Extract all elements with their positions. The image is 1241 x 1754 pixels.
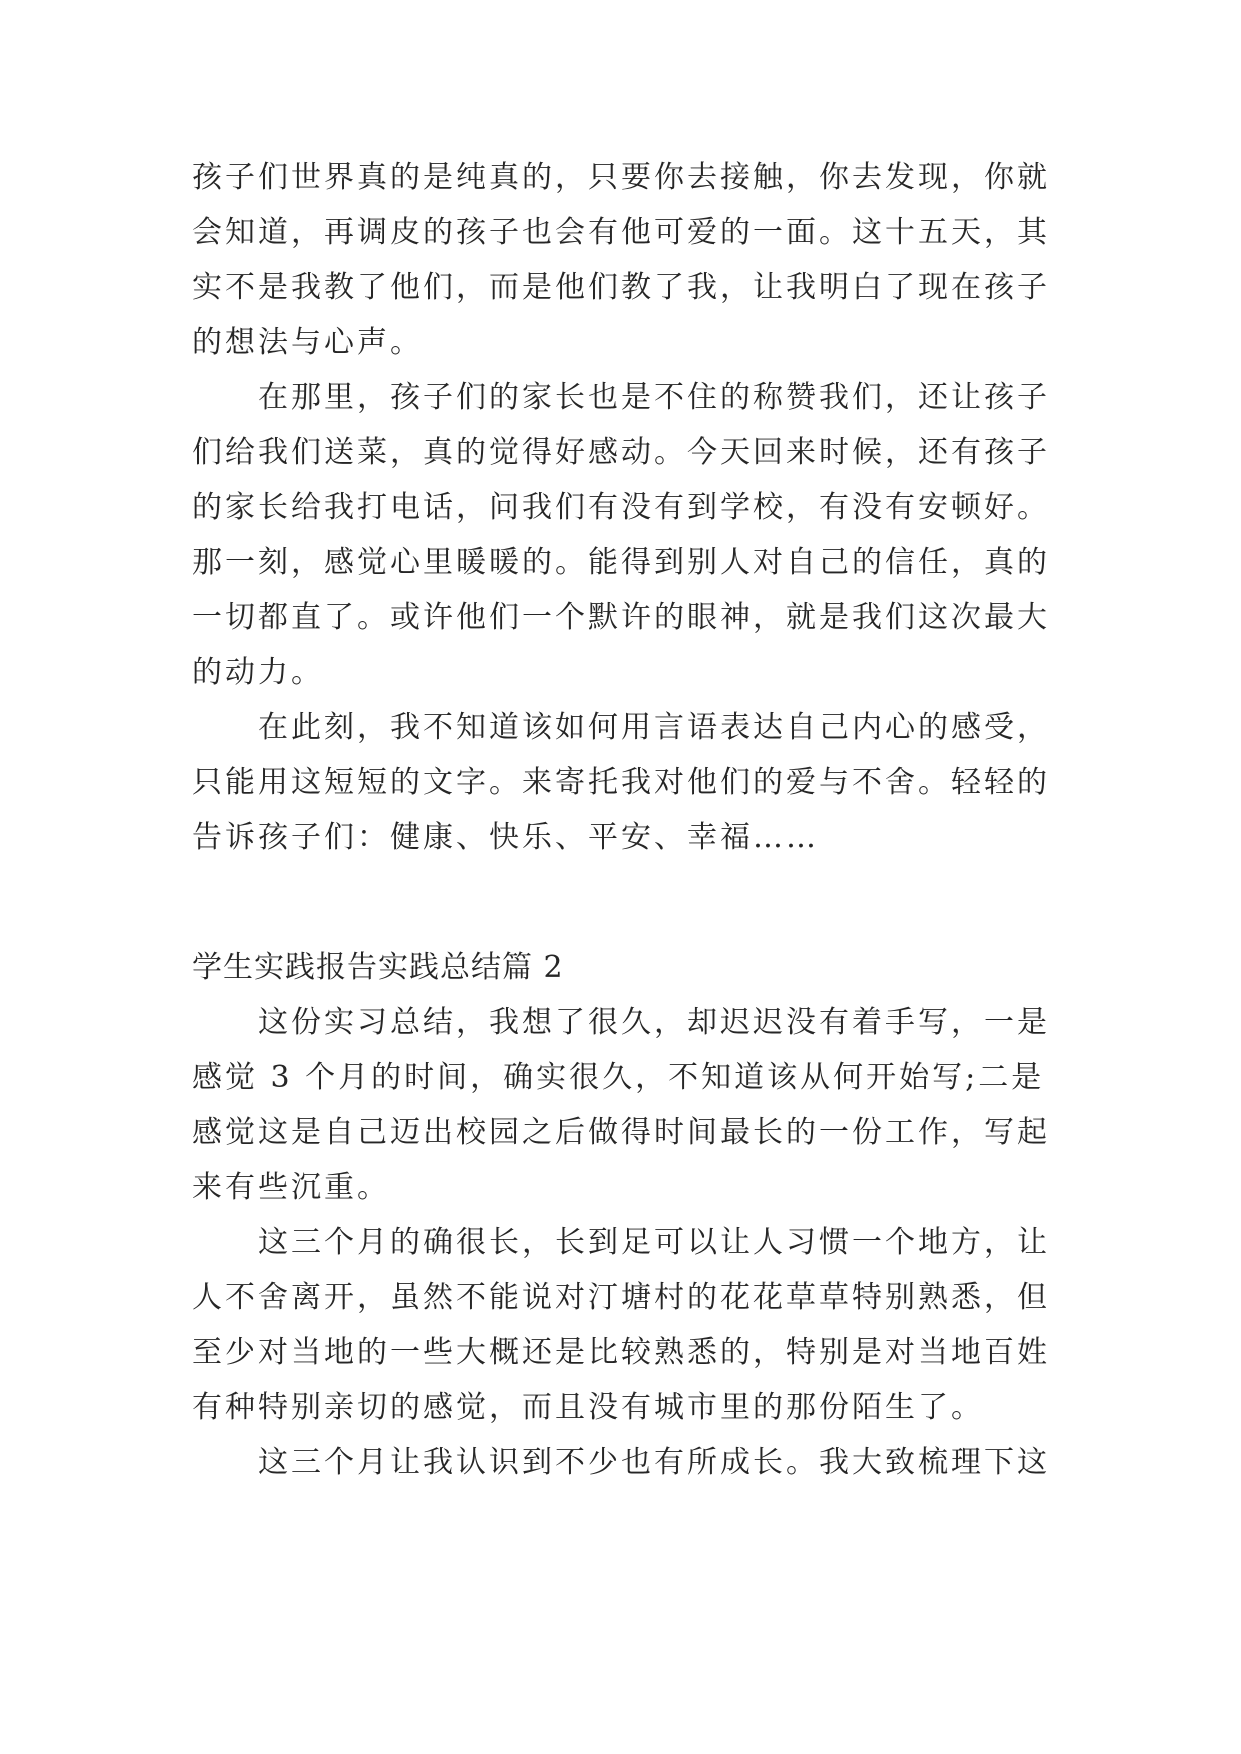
text-line: 感觉 3 个月的时间，确实很久，不知道该从何开始写;二是 [192, 1060, 1045, 1095]
text-line: 孩子们世界真的是纯真的，只要你去接触，你去发现，你就 [192, 160, 1050, 195]
text-line: 这三个月的确很长，长到足可以让人习惯一个地方，让 [192, 1225, 1050, 1260]
text-line: 告诉孩子们：健康、快乐、平安、幸福…… [192, 820, 819, 855]
text-line: 的想法与心声。 [192, 325, 423, 360]
text-line: 这三个月让我认识到不少也有所成长。我大致梳理下这 [192, 1445, 1050, 1480]
text-line: 实不是我教了他们，而是他们教了我，让我明白了现在孩子 [192, 270, 1050, 305]
paragraph-3 [192, 700, 1052, 865]
section-heading: 学生实践报告实践总结篇 2 [192, 950, 564, 985]
document-page [192, 150, 1052, 1490]
text-line: 的家长给我打电话，问我们有没有到学校，有没有安顿好。 [192, 490, 1050, 525]
text-line: 那一刻，感觉心里暖暖的。能得到别人对自己的信任，真的 [192, 545, 1050, 580]
text-line: 至少对当地的一些大概还是比较熟悉的，特别是对当地百姓 [192, 1335, 1050, 1370]
text-line: 会知道，再调皮的孩子也会有他可爱的一面。这十五天，其 [192, 215, 1050, 250]
text-line: 这份实习总结，我想了很久，却迟迟没有着手写，一是 [192, 1005, 1050, 1040]
text-line: 感觉这是自己迈出校园之后做得时间最长的一份工作，写起 [192, 1115, 1050, 1150]
paragraph-1 [192, 150, 1052, 370]
text-line: 来有些沉重。 [192, 1170, 390, 1205]
paragraph-5 [192, 1215, 1052, 1435]
text-line: 有种特别亲切的感觉，而且没有城市里的那份陌生了。 [192, 1390, 984, 1425]
paragraph-4 [192, 995, 1052, 1215]
text-line: 们给我们送菜，真的觉得好感动。今天回来时候，还有孩子 [192, 435, 1050, 470]
section-gap [192, 865, 1052, 940]
text-line: 的动力。 [192, 655, 324, 690]
text-line: 一切都直了。或许他们一个默许的眼神，就是我们这次最大 [192, 600, 1050, 635]
paragraph-6 [192, 1435, 1052, 1490]
text-line: 在此刻，我不知道该如何用言语表达自己内心的感受， [192, 710, 1050, 745]
text-line: 人不舍离开，虽然不能说对汀塘村的花花草草特别熟悉，但 [192, 1280, 1050, 1315]
text-line: 在那里，孩子们的家长也是不住的称赞我们，还让孩子 [192, 380, 1050, 415]
text-line: 只能用这短短的文字。来寄托我对他们的爱与不舍。轻轻的 [192, 765, 1050, 800]
paragraph-2 [192, 370, 1052, 700]
